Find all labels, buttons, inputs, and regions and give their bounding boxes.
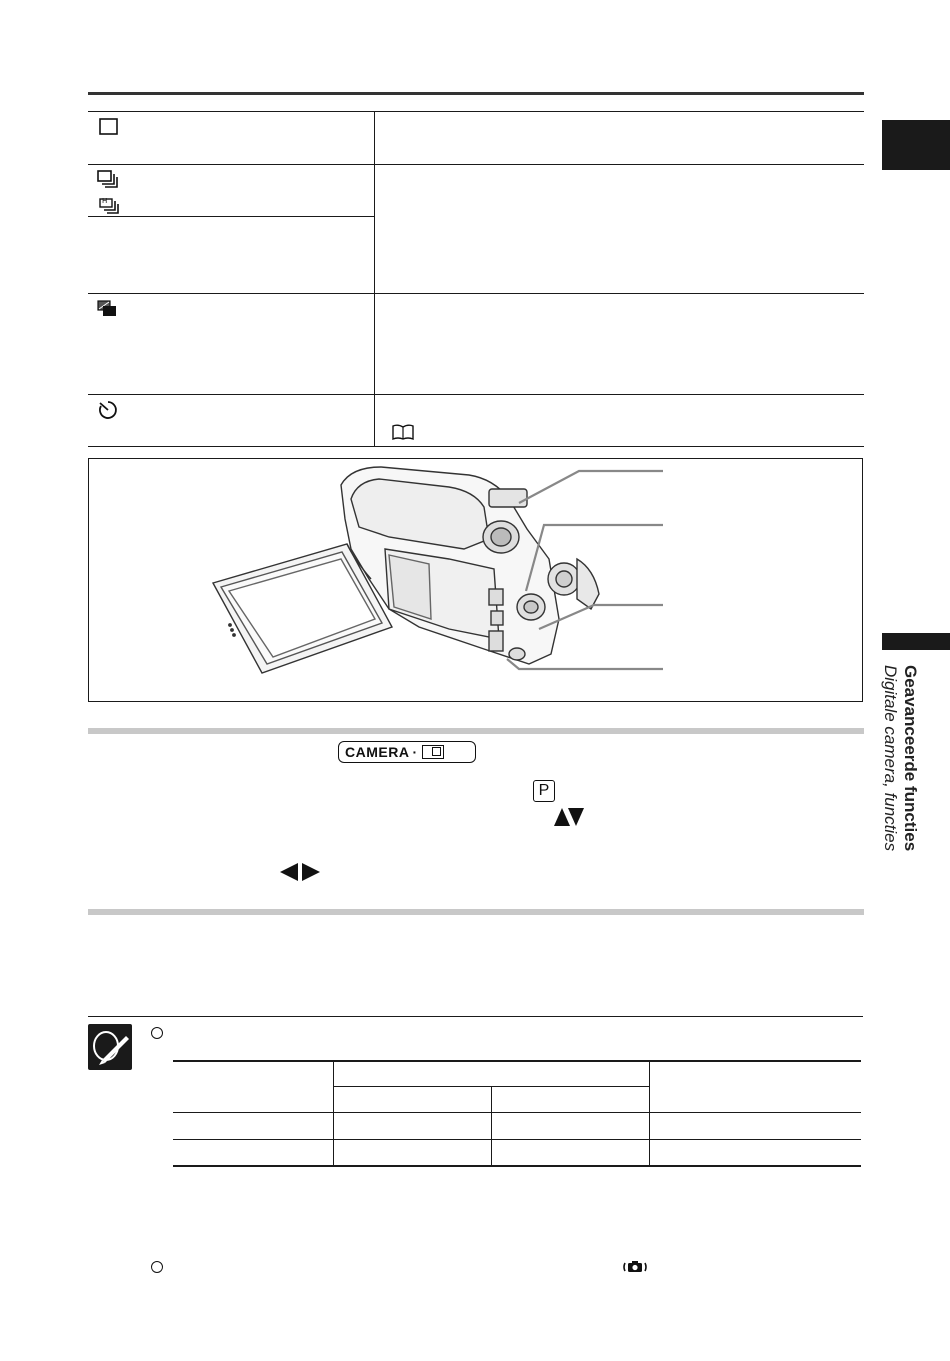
bullet-icon-2 [151, 1261, 163, 1273]
chapter-tab-top [882, 120, 950, 170]
image-stabilizer-icon [622, 1258, 648, 1276]
top-rule [88, 92, 864, 95]
continuous-shooting-icon [97, 170, 121, 190]
note-top-rule [88, 1016, 863, 1017]
chapter-tab-bottom [882, 633, 950, 650]
single-frame-icon [99, 118, 119, 136]
camera-mode-label: CAMERA [345, 744, 410, 760]
auto-exposure-bracketing-icon [97, 300, 121, 320]
high-speed-continuous-icon [99, 196, 123, 216]
svg-text:H: H [102, 197, 108, 205]
card-icon [422, 745, 444, 759]
side-tab-label [880, 665, 920, 875]
section-divider-bar [88, 909, 864, 915]
bullet-icon [151, 1027, 163, 1039]
camcorder-illustration [88, 458, 863, 702]
up-down-arrows-icon [553, 807, 585, 827]
self-timer-icon [98, 400, 118, 420]
procedure-section-bar [88, 728, 864, 734]
camcorder-body [341, 467, 599, 664]
left-right-arrows-icon [279, 862, 323, 882]
camcorder-drawing [89, 459, 864, 703]
program-button-icon: P [533, 780, 555, 802]
book-reference-icon [392, 424, 414, 440]
note-pencil-icon [88, 1024, 132, 1070]
side-tab-subtitle: Digitale camera, functies [881, 665, 900, 852]
side-tab-title: Geavanceerde functies [901, 665, 920, 852]
camera-mode-badge: CAMERA · [338, 741, 476, 763]
